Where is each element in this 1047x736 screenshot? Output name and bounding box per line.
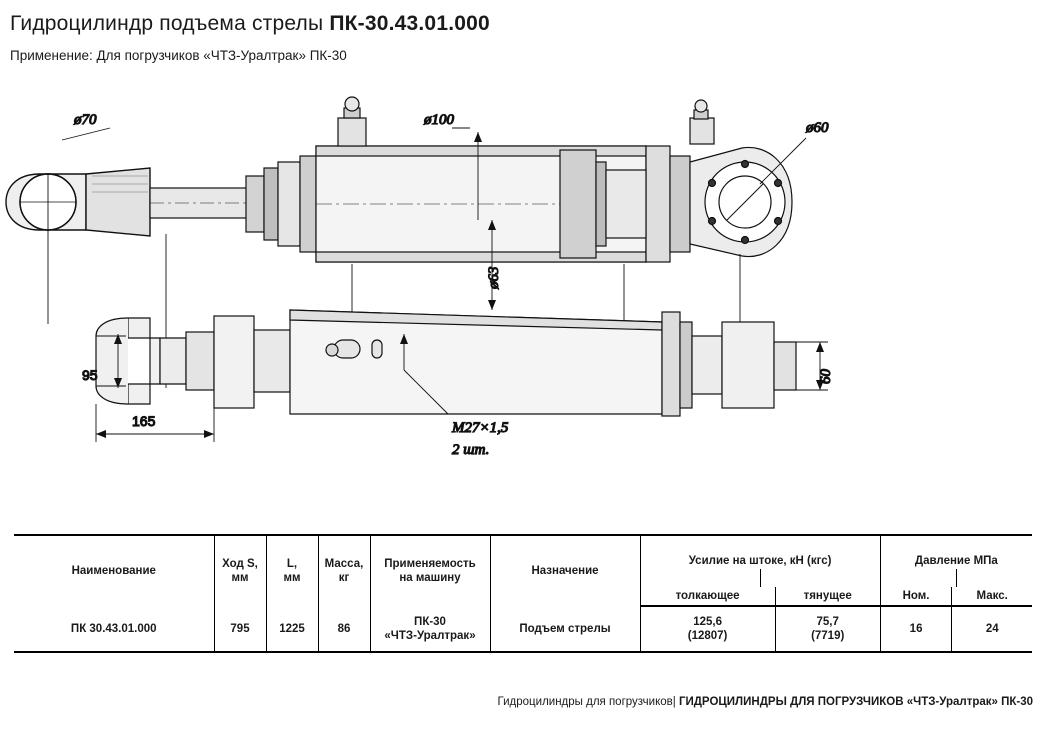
table-head [14,535,1032,606]
th-stroke-line2: мм [231,572,249,585]
page-subtitle: Применение: Для погрузчиков «ЧТЗ-Уралтрак» ПК-30 [10,48,347,63]
th-pressure-group-label: Давление МПа [914,555,998,568]
th-length-line1: L, [286,557,298,570]
footer-small: Гидроцилиндры для погрузчиков [497,696,673,708]
page-title [10,12,1040,36]
label-h95: 95 [82,367,98,383]
label-d63: ø63 [486,266,502,289]
th-applicability-line2: на машину [399,572,461,585]
th-force-group-label: Усилие на штоке, кН (кгс) [688,555,832,568]
th-stroke-line1: Ход S, [222,557,258,570]
cell-purpose: Подъем стрелы [490,606,640,652]
th-pressure-group [880,535,1032,587]
cell-stroke: 795 [214,606,266,652]
th-stroke [214,535,266,606]
cell-force-pull [775,606,880,652]
rod-bottom [254,330,290,392]
piston [560,150,606,258]
cell-length: 1225 [266,606,318,652]
th-mass [318,535,370,606]
specification-table [14,534,1032,653]
th-applicability-line1: Применяемость [384,557,476,570]
rear-block-bottom [722,322,774,408]
th-name: Наименование [14,535,214,606]
th-pressure-nom: Ном. [880,587,952,606]
cylinder-gland [246,156,316,252]
th-mass-line1: Масса, [324,557,364,570]
cell-pressure-nom: 16 [880,606,952,652]
cell-pressure-max: 24 [952,606,1032,652]
page-title-text: Гидроцилиндр подъема стрелы [10,12,330,35]
table-header-row [14,535,1032,587]
label-h60: 60 [818,369,834,384]
table-row [14,606,1032,652]
label-d100: ø100 [424,112,454,128]
footer-strong: ГИДРОЦИЛИНДРЫ ДЛЯ ПОГРУЗЧИКОВ «ЧТЗ-Уралтрак» ПК-30 [678,696,1033,708]
fork-end-bottom [96,318,186,404]
cell-mass: 86 [318,606,370,652]
header-group-divider [956,569,957,587]
th-purpose: Назначение [490,535,640,606]
rear-flange-bottom [662,312,680,416]
technical-drawing [0,84,1047,514]
cell-applicability [370,606,490,652]
cell-force-push-line1: 125,6 [693,616,722,628]
product-code: ПК-30.43.01.000 [329,12,490,35]
th-applicability [370,535,490,606]
label-d70: ø70 [74,112,97,128]
th-mass-line2: кг [338,572,350,585]
cell-force-pull-line1: 75,7 [816,616,839,628]
fork-neck [186,332,214,390]
rod-shoulder [214,316,254,408]
label-w165: 165 [132,413,156,429]
th-force-group [640,535,880,587]
th-force-push: толкающее [640,587,775,606]
th-length-line2: мм [283,572,301,585]
label-thread: М27×1,5 [452,420,509,436]
hydraulic-port-left [338,97,366,146]
cell-force-push [640,606,775,652]
drawing-canvas [0,84,1047,514]
cell-force-pull-line2: (7719) [811,630,845,643]
cell-name: ПК 30.43.01.000 [14,606,214,652]
page-footer [498,696,1033,708]
footer-separator: | [672,696,679,708]
table-body [14,606,1032,652]
document-header [10,12,1040,63]
label-d60: ø60 [806,120,829,136]
th-length [266,535,318,606]
th-force-pull: тянущее [775,587,880,606]
cell-applicability-line2: «ЧТЗ-Уралтрак» [384,629,476,642]
rear-eye-top [690,147,792,256]
th-pressure-max: Макс. [952,587,1032,606]
cell-force-push-line2: (12807) [687,630,728,643]
header-group-divider [760,569,761,587]
hydraulic-port-right [690,100,714,144]
label-thread-qty: 2 шт. [452,442,490,458]
cell-applicability-line1: ПК-30 [414,615,446,628]
